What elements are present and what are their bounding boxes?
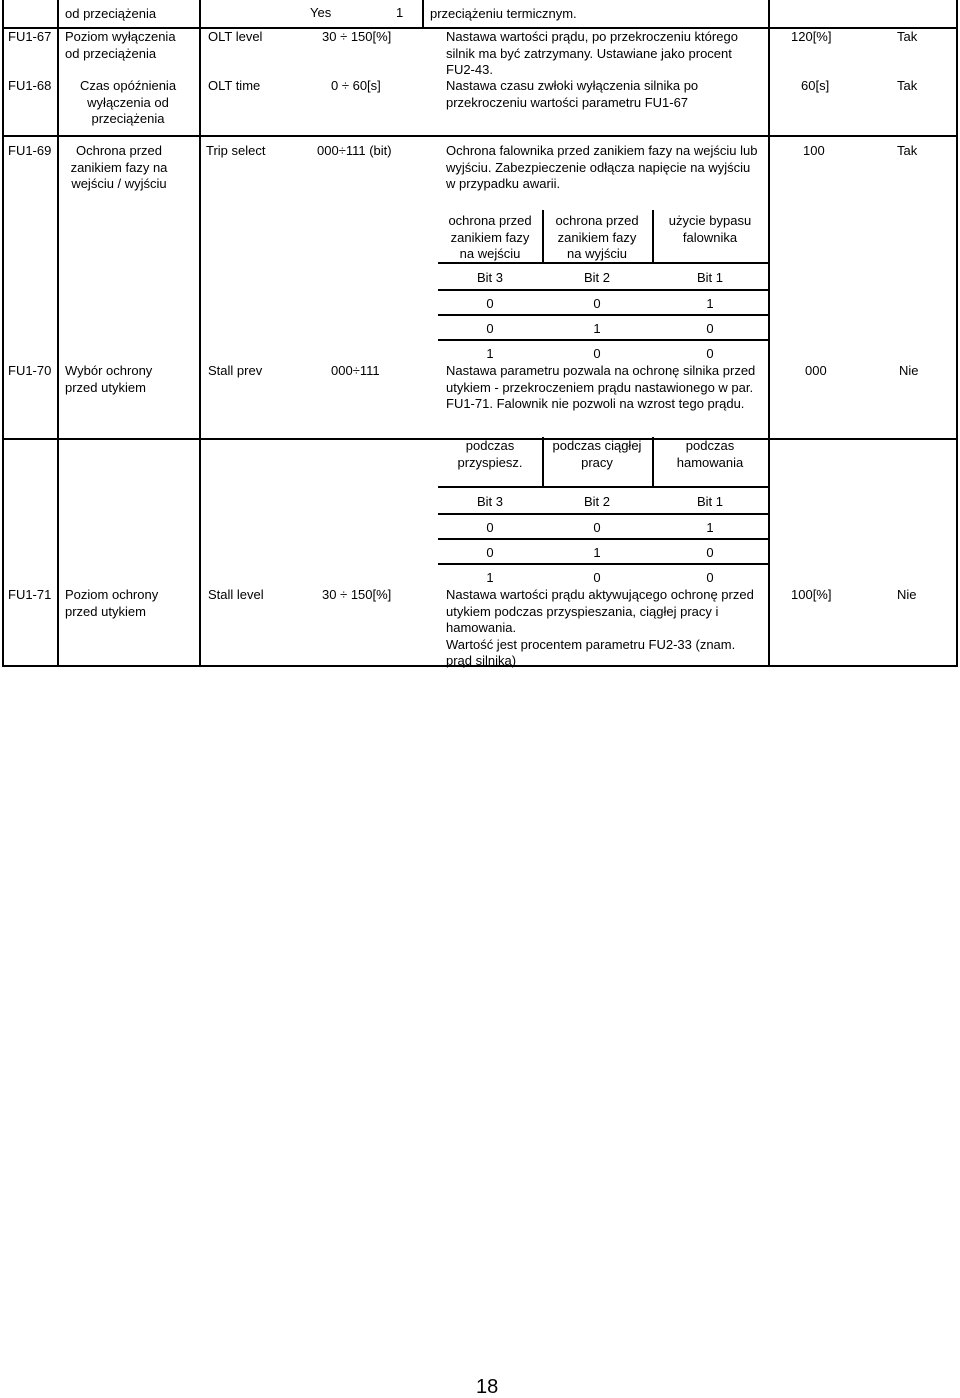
bit-label: Bit 3: [476, 270, 503, 285]
param-description: Nastawa wartości prądu aktywującego ochronę przed utykiem podczas przyspieszania, ciągłej pracy i hamowania. Wartość jest procentem parametru FU2-33 (znam. prąd silnika): [446, 587, 754, 668]
lcd-display-text: Trip select: [206, 143, 266, 158]
bit-label: Bit 2: [583, 494, 610, 509]
param-code: FU1-69: [8, 143, 52, 158]
grid-line: [422, 0, 424, 27]
grid-line: [438, 513, 768, 515]
setting-range: 000÷111 (bit): [317, 143, 392, 158]
param-code: FU1-68: [8, 78, 52, 93]
grid-line: [768, 0, 770, 667]
bit-value: 0: [486, 545, 494, 560]
grid-line: [2, 0, 4, 212]
param-description: Nastawa wartości prądu, po przekroczeniu którego silnik ma być zatrzymany. Ustawiane jako procent FU2-43.: [446, 29, 738, 77]
bit-value: 1: [706, 520, 714, 535]
bit-value: 0: [706, 545, 714, 560]
param-description: Nastawa parametru pozwala na ochronę silnika przed utykiem - przekroczeniem prądu nastawionego w par. FU1-71. Falownik nie pozwoli na wzrost tego prądu.: [446, 363, 756, 411]
param-name: Poziom wyłączenia od przeciążenia: [65, 29, 176, 61]
bit-value: 1: [593, 545, 601, 560]
setting-range: 000÷111: [331, 363, 380, 378]
factory-default: 100[%]: [791, 587, 832, 602]
adjustable-during-run: Nie: [899, 363, 919, 378]
param-name: Wybór ochrony przed utykiem: [65, 363, 153, 395]
page-number: 18: [476, 1376, 499, 1398]
lcd-display-text: Stall level: [208, 587, 264, 602]
param-description: przeciążeniu termicznym.: [430, 6, 577, 21]
bit-label: Bit 1: [696, 270, 723, 285]
grid-line: [652, 437, 654, 486]
bit-table-header: podczas ciągłej pracy: [552, 438, 642, 470]
param-code: FU1-67: [8, 29, 52, 44]
setting-range: 30 ÷ 150[%]: [322, 587, 392, 602]
bit-table-header: podczas przyspiesz.: [457, 438, 523, 470]
param-code: FU1-70: [8, 363, 52, 378]
param-name: od przeciążenia: [65, 6, 157, 21]
param-name: Ochrona przed zanikiem fazy na wejściu / wyjściu: [70, 143, 168, 191]
bit-label: Bit 3: [476, 494, 503, 509]
param-description: Nastawa czasu zwłoki wyłączenia silnika po przekroczeniu wartości parametru FU1-67: [446, 78, 699, 110]
adjustable-during-run: Tak: [897, 29, 918, 44]
factory-default: 100: [803, 143, 825, 158]
grid-line: [438, 563, 768, 565]
param-name: Poziom ochrony przed utykiem: [65, 587, 159, 619]
bit-value: 0: [593, 520, 601, 535]
bit-value: 0: [706, 570, 714, 585]
lcd-display-text: OLT time: [208, 78, 261, 93]
bit-value: 0: [593, 346, 601, 361]
grid-line: [438, 486, 768, 488]
bit-value: 1: [706, 296, 714, 311]
factory-default: 120[%]: [791, 29, 832, 44]
bit-value: 1: [486, 346, 494, 361]
adjustable-during-run: Tak: [897, 143, 918, 158]
adjustable-during-run: Nie: [897, 587, 917, 602]
grid-line: [2, 135, 958, 137]
bit-label: Bit 1: [696, 494, 723, 509]
grid-line: [652, 210, 654, 262]
factory-default: 60[s]: [801, 78, 830, 93]
bit-value: 1: [486, 570, 494, 585]
param-description: Ochrona falownika przed zanikiem fazy na wejściu lub wyjściu. Zabezpieczenie odłącza napięcie na wyjściu w przypadku awarii.: [446, 143, 758, 191]
default-value: 1: [396, 5, 404, 20]
bit-table-header: podczas hamowania: [676, 438, 744, 470]
grid-line: [438, 314, 768, 316]
setting-range: 30 ÷ 150[%]: [322, 29, 392, 44]
bit-value: 0: [706, 321, 714, 336]
lcd-display-text: Stall prev: [208, 363, 263, 378]
bit-label: Bit 2: [583, 270, 610, 285]
adjustable-during-run: Tak: [897, 78, 918, 93]
grid-line: [438, 339, 768, 341]
grid-line: [438, 538, 768, 540]
lcd-display-text: OLT level: [208, 29, 263, 44]
setting-range: 0 ÷ 60[s]: [331, 78, 381, 93]
bit-value: 0: [593, 296, 601, 311]
bit-value: 0: [706, 346, 714, 361]
grid-line: [542, 210, 544, 262]
param-code: FU1-71: [8, 587, 52, 602]
grid-line: [199, 0, 201, 212]
grid-line: [956, 0, 958, 667]
bit-table-header: ochrona przed zanikiem fazy na wyjściu: [555, 213, 639, 261]
bit-value: 0: [486, 296, 494, 311]
bit-table-header: użycie bypasu falownika: [668, 213, 752, 245]
grid-line: [438, 289, 768, 291]
bit-value: 0: [486, 520, 494, 535]
bit-table-header: ochrona przed zanikiem fazy na wejściu: [448, 213, 532, 261]
bit-value: 0: [486, 321, 494, 336]
default-label: Yes: [310, 5, 332, 20]
bit-value: 0: [593, 570, 601, 585]
param-name: Czas opóźnienia wyłączenia od przeciążenia: [79, 78, 177, 126]
factory-default: 000: [805, 363, 827, 378]
bit-value: 1: [593, 321, 601, 336]
grid-line: [542, 437, 544, 486]
